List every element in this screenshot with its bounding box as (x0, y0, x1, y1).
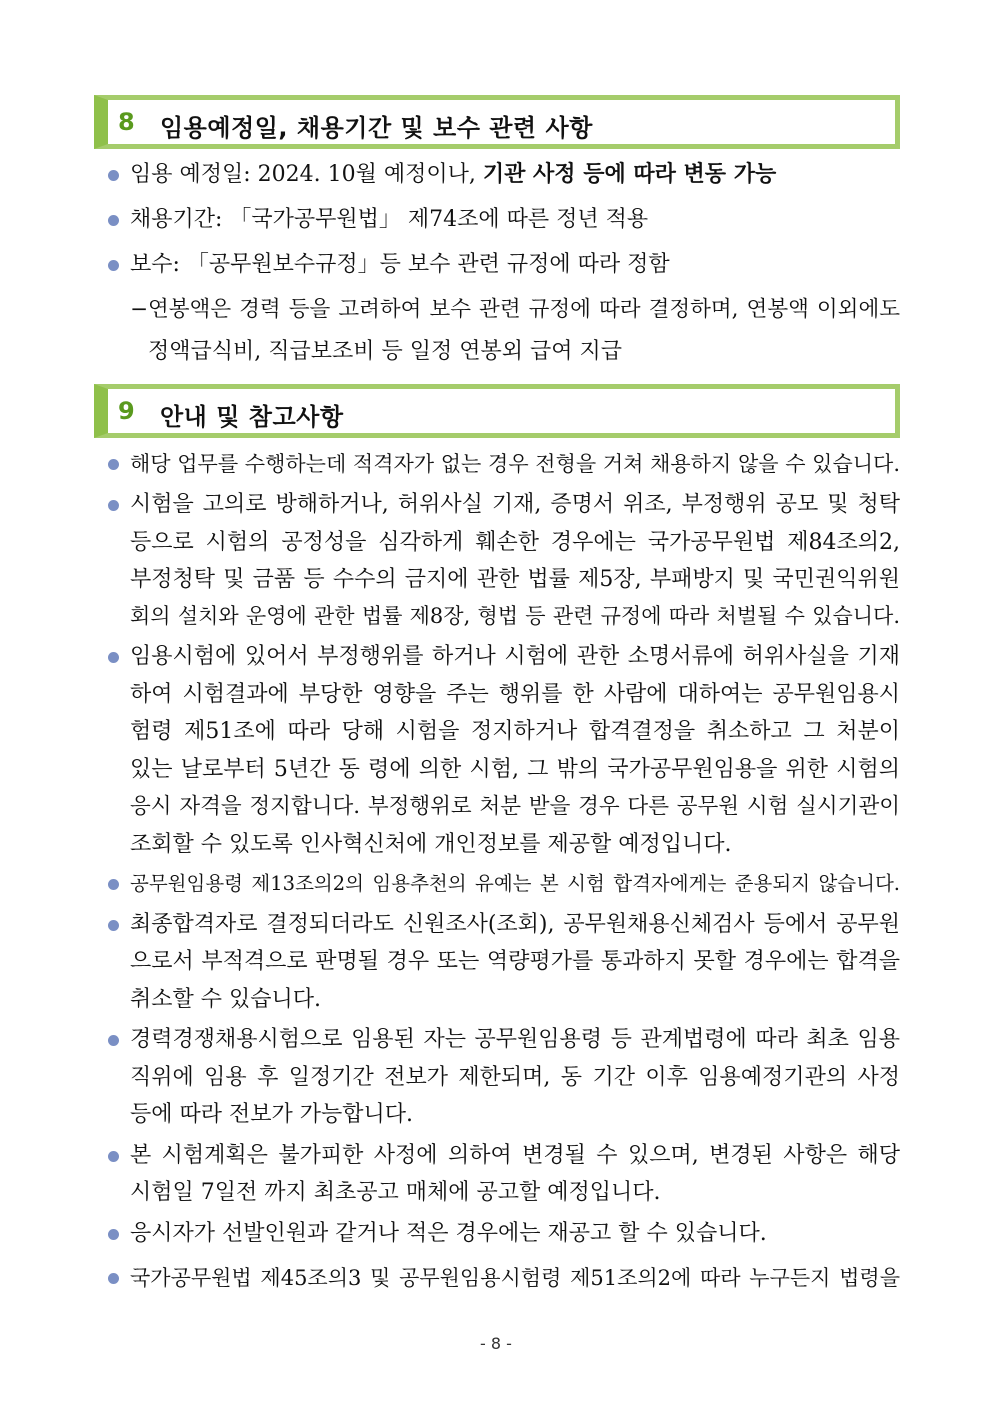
list-item-line: 있는 날로부터 5년간 동 령에 의한 시험, 그 밖의 국가공무원임용을 위한 시험의 (130, 757, 900, 782)
bullet-icon (108, 1151, 119, 1162)
list-item-line: 시험을 고의로 방해하거나, 허위사실 기재, 증명서 위조, 부정행위 공모 및 청탁 (130, 492, 900, 517)
list-item-line: 본 시험계획은 불가피한 사정에 의하여 변경될 수 있으며, 변경된 사항은 해당 (130, 1143, 900, 1168)
list-item-line: 험령 제51조에 따라 당해 시험을 정지하거나 합격결정을 취소하고 그 처분이 (130, 719, 900, 744)
section-9-number: 9 (118, 397, 135, 425)
list-item-line: 최종합격자로 결정되더라도 신원조사(조회), 공무원채용신체검사 등에서 공무원 (130, 912, 900, 937)
list-item: 공무원임용령 제13조의2의 임용추천의 유예는 본 시험 합격자에게는 준용되지 않습니다. (130, 872, 900, 895)
list-item-line: 등으로 시험의 공정성을 심각하게 훼손한 경우에는 국가공무원법 제84조의2, (130, 530, 900, 555)
list-item-line: 하여 시험결과에 부당한 영향을 주는 행위를 한 사람에 대하여는 공무원임용시 (130, 682, 900, 707)
bullet-icon (108, 1273, 119, 1284)
section-8-title: 임용예정일, 채용기간 및 보수 관련 사항 (160, 114, 593, 142)
list-item: 채용기간: 「국가공무원법」 제74조에 따른 정년 적용 (130, 207, 649, 232)
bullet-icon (108, 215, 119, 226)
section-9-header (94, 384, 900, 438)
list-item (130, 161, 900, 189)
sub-item-line: −연봉액은 경력 등을 고려하여 보수 관련 규정에 따라 결정하며, 연봉액 이외에도 (130, 297, 900, 322)
list-item: 보수: 「공무원보수규정」등 보수 관련 규정에 따라 정함 (130, 252, 670, 277)
list-item-line: 응시 자격을 정지합니다. 부정행위로 처분 받을 경우 다른 공무원 시험 실시기관이 (130, 794, 900, 819)
section-8-header (94, 95, 900, 149)
list-item-line: 등에 따라 전보가 가능합니다. (130, 1102, 413, 1127)
bullet-icon (108, 652, 119, 663)
list-item-line: 으로서 부적격으로 판명될 경우 또는 역량평가를 통과하지 못할 경우에는 합격을 (130, 949, 900, 974)
bullet-icon (108, 920, 119, 931)
bullet-icon (108, 459, 119, 470)
list-item-line: 조회할 수 있도록 인사혁신처에 개인정보를 제공할 예정입니다. (130, 832, 732, 857)
list-item-line: 회의 설치와 운영에 관한 법률 제8장, 형법 등 관련 규정에 따라 처벌될 수 있습니다. (130, 604, 900, 628)
list-item-line: 임용시험에 있어서 부정행위를 하거나 시험에 관한 소명서류에 허위사실을 기재 (130, 644, 900, 669)
page-number: - 8 - (480, 1334, 512, 1353)
list-item: 국가공무원법 제45조의3 및 공무원임용시험령 제51조의2에 따라 누구든지 법령을 (130, 1266, 900, 1290)
list-item: 응시자가 선발인원과 같거나 적은 경우에는 재공고 할 수 있습니다. (130, 1221, 767, 1246)
list-item-line: 직위에 임용 후 일정기간 전보가 제한되며, 동 기간 이후 임용예정기관의 사정 (130, 1065, 900, 1090)
bullet-icon (108, 500, 119, 511)
sub-item-line: 정액급식비, 직급보조비 등 일정 연봉외 급여 지급 (148, 339, 622, 364)
list-item-text: 임용 예정일: 2024. 10월 예정이나, (130, 162, 483, 187)
bullet-icon (108, 260, 119, 271)
list-item: 해당 업무를 수행하는데 적격자가 없는 경우 전형을 거쳐 채용하지 않을 수 있습니다. (130, 452, 900, 476)
bullet-icon (108, 1229, 119, 1240)
list-item-bold-text: 기관 사정 등에 따라 변동 가능 (482, 162, 777, 187)
section-8-number: 8 (118, 108, 135, 136)
list-item-line: 취소할 수 있습니다. (130, 987, 321, 1012)
list-item-line: 경력경쟁채용시험으로 임용된 자는 공무원임용령 등 관계법령에 따라 최초 임용 (130, 1027, 900, 1052)
bullet-icon (108, 1035, 119, 1046)
list-item-line: 부정청탁 및 금품 등 수수의 금지에 관한 법률 제5장, 부패방지 및 국민권익위원 (130, 567, 900, 592)
list-item-line: 시험일 7일전 까지 최초공고 매체에 공고할 예정입니다. (130, 1180, 661, 1205)
bullet-icon (108, 170, 119, 181)
section-9-title: 안내 및 참고사항 (160, 403, 344, 431)
bullet-icon (108, 879, 119, 890)
